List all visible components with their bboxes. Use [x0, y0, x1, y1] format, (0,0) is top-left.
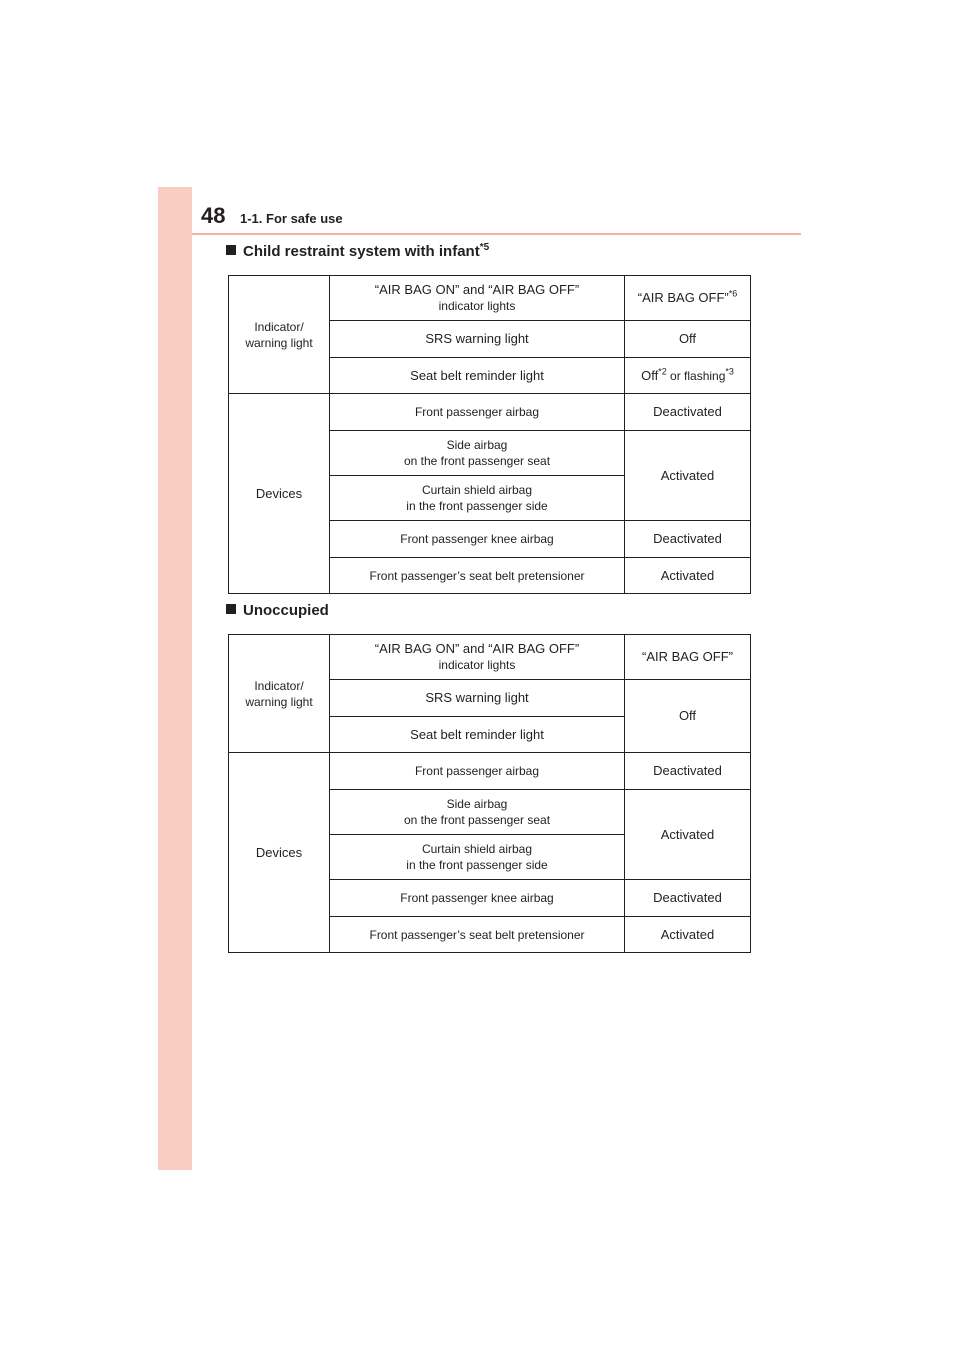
curtain-airbag-cell	[330, 476, 625, 521]
air-bag-lights-sub: indicator lights	[438, 658, 516, 672]
air-bag-value-cell	[625, 276, 751, 321]
air-bag-value: “AIR BAG OFF”	[625, 635, 751, 680]
footnote-ref: *6	[728, 288, 738, 299]
air-bag-lights-cell	[330, 635, 625, 680]
curtain-airbag-cell	[330, 835, 625, 880]
air-bag-lights-cell	[330, 276, 625, 321]
srs-seatbelt-value: Off	[625, 680, 751, 753]
seatbelt-value-cell	[625, 358, 751, 394]
pretensioner-value: Activated	[625, 917, 751, 953]
curtain-airbag-label: Curtain shield airbag	[421, 483, 533, 497]
curtain-airbag-sub: in the front passenger side	[406, 858, 548, 872]
footnote-ref: *2	[658, 366, 667, 377]
side-airbag-sub: on the front passenger seat	[403, 813, 551, 827]
front-airbag-label: Front passenger airbag	[330, 394, 625, 431]
square-bullet-icon	[226, 604, 236, 614]
pretensioner-label: Front passenger’s seat belt pretensioner	[330, 558, 625, 594]
header-rule	[192, 233, 801, 235]
knee-airbag-value: Deactivated	[625, 521, 751, 558]
front-airbag-label: Front passenger airbag	[330, 753, 625, 790]
srs-label: SRS warning light	[330, 680, 625, 717]
heading-infant-text: Child restraint system with infant	[243, 243, 480, 260]
footnote-ref: *3	[725, 366, 734, 377]
side-airbag-label: Side airbag	[446, 438, 508, 452]
knee-airbag-value: Deactivated	[625, 880, 751, 917]
pretensioner-label: Front passenger’s seat belt pretensioner	[330, 917, 625, 953]
front-airbag-value: Deactivated	[625, 753, 751, 790]
section-title: 1-1. For safe use	[240, 211, 343, 226]
air-bag-lights-label: “AIR BAG ON” and “AIR BAG OFF”	[374, 282, 580, 297]
unoccupied-table	[228, 634, 751, 953]
air-bag-lights-sub: indicator lights	[438, 299, 516, 313]
air-bag-value: “AIR BAG OFF”	[637, 290, 729, 305]
side-curtain-value: Activated	[625, 431, 751, 521]
side-curtain-value: Activated	[625, 790, 751, 880]
front-airbag-value: Deactivated	[625, 394, 751, 431]
side-airbag-cell	[330, 431, 625, 476]
page-number: 48	[201, 203, 226, 228]
knee-airbag-label: Front passenger knee airbag	[330, 521, 625, 558]
heading-unoccupied	[226, 602, 329, 620]
srs-value: Off	[625, 321, 751, 358]
air-bag-lights-label: “AIR BAG ON” and “AIR BAG OFF”	[374, 641, 580, 656]
side-airbag-sub: on the front passenger seat	[403, 454, 551, 468]
indicator-label: Indicator/ warning light	[229, 635, 330, 753]
footnote-ref: *5	[479, 242, 490, 253]
seatbelt-label: Seat belt reminder light	[330, 717, 625, 753]
knee-airbag-label: Front passenger knee airbag	[330, 880, 625, 917]
srs-label: SRS warning light	[330, 321, 625, 358]
side-airbag-cell	[330, 790, 625, 835]
curtain-airbag-label: Curtain shield airbag	[421, 842, 533, 856]
pretensioner-value: Activated	[625, 558, 751, 594]
seatbelt-value-flashing: or flashing	[666, 368, 726, 383]
devices-label: Devices	[229, 753, 330, 953]
heading-infant	[226, 243, 489, 261]
indicator-label: Indicator/ warning light	[229, 276, 330, 394]
devices-label: Devices	[229, 394, 330, 594]
side-airbag-label: Side airbag	[446, 797, 508, 811]
curtain-airbag-sub: in the front passenger side	[406, 499, 548, 513]
square-bullet-icon	[226, 245, 236, 255]
heading-unoccupied-text: Unoccupied	[243, 602, 329, 619]
seatbelt-label: Seat belt reminder light	[330, 358, 625, 394]
infant-table	[228, 275, 751, 594]
seatbelt-value-off: Off	[641, 367, 659, 383]
page-margin-band	[158, 187, 192, 1170]
